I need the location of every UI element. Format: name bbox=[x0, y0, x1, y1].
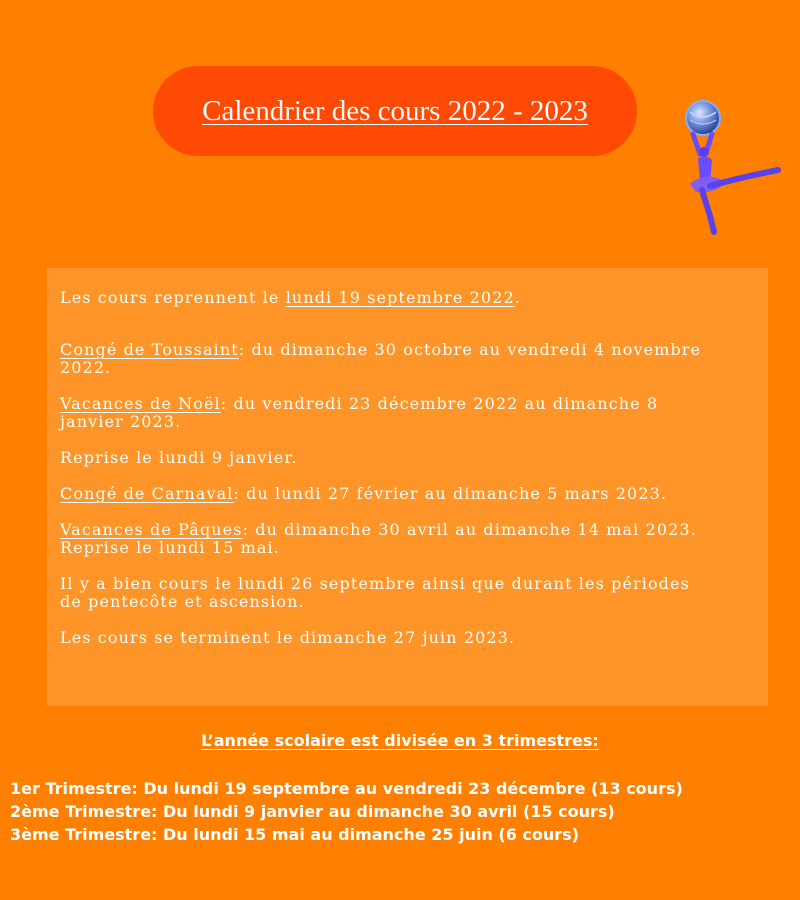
noel-label[interactable]: Vacances de Noël bbox=[60, 394, 221, 413]
ballerina-holding-globe-icon bbox=[676, 98, 786, 238]
notice-reprise-janvier: Reprise le lundi 9 janvier. bbox=[60, 448, 298, 467]
notice-noel: Vacances de Noël: du vendredi 23 décembre 2022 au dimanche 8 janvier 2023. bbox=[60, 394, 659, 431]
trimester-list bbox=[10, 777, 683, 846]
notice-septembre: Il y a bien cours le lundi 26 septembre ainsi que durant les périodes de pentecôte et ascension. bbox=[60, 574, 690, 611]
trimester-item: 2ème Trimestre: Du lundi 9 janvier au dimanche 30 avril (15 cours) bbox=[10, 802, 615, 821]
notice-paques: Vacances de Pâques: du dimanche 30 avril au dimanche 14 mai 2023. Reprise le lundi 15 mai. bbox=[60, 520, 697, 557]
calendar-notices-panel bbox=[47, 268, 768, 706]
toussaint-label[interactable]: Congé de Toussaint bbox=[60, 340, 239, 359]
paques-label[interactable]: Vacances de Pâques bbox=[60, 520, 243, 539]
title-banner bbox=[153, 66, 637, 156]
trimester-item: 1er Trimestre: Du lundi 19 septembre au vendredi 23 décembre (13 cours) bbox=[10, 779, 683, 798]
page-title: Calendrier des cours 2022 - 2023 bbox=[202, 94, 588, 127]
carnaval-label[interactable]: Congé de Carnaval bbox=[60, 484, 234, 503]
trimester-item: 3ème Trimestre: Du lundi 15 mai au dimanche 25 juin (6 cours) bbox=[10, 825, 580, 844]
notice-toussaint: Congé de Toussaint: du dimanche 30 octobre au vendredi 4 novembre 2022. bbox=[60, 340, 702, 377]
notice-resume: Les cours reprennent le lundi 19 septembre 2022. bbox=[60, 288, 521, 307]
trimester-heading: L’année scolaire est divisée en 3 trimestres: bbox=[201, 731, 599, 750]
notice-carnaval: Congé de Carnaval: du lundi 27 février au dimanche 5 mars 2023. bbox=[60, 484, 668, 503]
resume-date-link[interactable]: lundi 19 septembre 2022 bbox=[285, 288, 515, 307]
notice-fin: Les cours se terminent le dimanche 27 juin 2023. bbox=[60, 628, 516, 647]
